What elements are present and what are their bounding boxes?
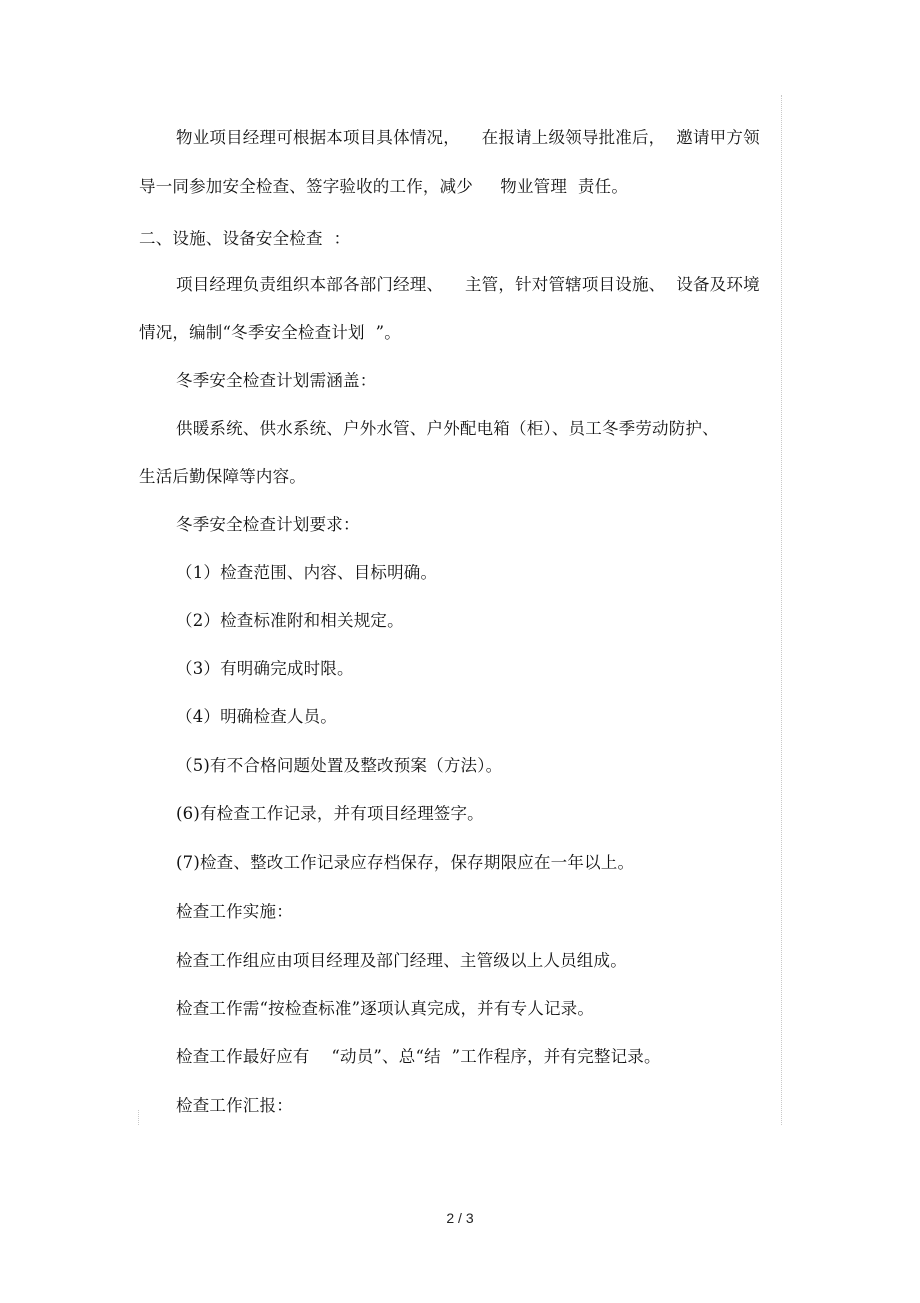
paragraph-line: 检查工作汇报： [176, 1096, 293, 1115]
page-number: 2 / 3 [446, 1210, 474, 1226]
paragraph-line: 检查工作组应由项目经理及部门经理、主管级以上人员组成。 [176, 951, 627, 970]
page-margin-line-right [781, 95, 782, 1125]
paragraph-line: 检查工作需“按检查标准”逐项认真完成，并有专人记录。 [176, 999, 595, 1018]
paragraph-line: 生活后勤保障等内容。 [139, 467, 306, 486]
paragraph-line: 检查工作实施： [176, 902, 293, 921]
section-heading: 二、设施、设备安全检查 ： [139, 229, 351, 248]
paragraph-line: 导一同参加安全检查、签字验收的工作，减少 物业管理 责任。 [139, 177, 629, 196]
page-margin-line-left [138, 1110, 139, 1125]
paragraph-line: 供暖系统、供水系统、户外水管、户外配电箱（柜）、员工冬季劳动防护、 [176, 419, 719, 438]
paragraph-line: 物业项目经理可根据本项目具体情况， 在报请上级领导批准后， 邀请甲方领 [176, 128, 760, 147]
paragraph-line: 冬季安全检查计划需涵盖： [176, 371, 377, 390]
list-item: （4）明确检查人员。 [176, 707, 337, 726]
paragraph-line: 检查工作最好应有 “动员”、总“结 ”工作程序，并有完整记录。 [176, 1047, 661, 1066]
paragraph-line: 冬季安全检查计划要求： [176, 515, 360, 534]
paragraph-line: 情况，编制“冬季安全检查计划 ”。 [139, 323, 401, 342]
list-item: （3）有明确完成时限。 [176, 659, 354, 678]
list-item: (6)有检查工作记录，并有项目经理签字。 [176, 804, 484, 823]
list-item: （5)有不合格问题处置及整改预案（方法）。 [176, 756, 503, 775]
list-item: (7)检查、整改工作记录应存档保存，保存期限应在一年以上。 [176, 853, 635, 872]
paragraph-line: 项目经理负责组织本部各部门经理、 主管，针对管辖项目设施、 设备及环境 [176, 275, 760, 294]
list-item: （1）检查范围、内容、目标明确。 [176, 563, 438, 582]
list-item: （2）检查标准附和相关规定。 [176, 611, 404, 630]
